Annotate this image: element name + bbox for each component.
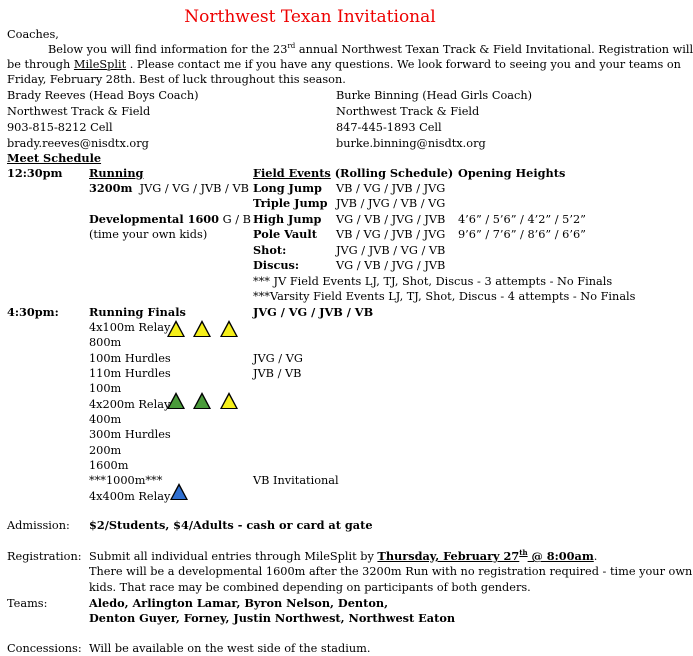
girls-coach-school: Northwest Track & Field [336, 105, 480, 118]
time-1230: 12:30pm [7, 166, 63, 180]
final-event: ***1000m*** [89, 474, 163, 487]
field-event-name: Triple Jump [253, 196, 328, 210]
event-3200m: 3200m JVG / VG / JVB / VB [89, 181, 249, 195]
field-events-heading: Field Events (Rolling Schedule) [253, 166, 454, 180]
teams-line-2: Denton Guyer, Forney, Justin Northwest, Northwest Eaton [89, 611, 456, 625]
field-event-order: VG / VB / JVG / JVB [336, 213, 446, 226]
final-event: 4x200m Relay [89, 398, 171, 411]
meet-schedule-heading: Meet Schedule [7, 151, 102, 165]
final-event: 1600m [89, 459, 129, 472]
final-event: 110m Hurdles [89, 367, 171, 380]
green-triangle-icon [193, 392, 211, 409]
admission-value: $2/Students, $4/Adults - cash or card at gate [89, 518, 373, 532]
final-event: 400m [89, 413, 122, 426]
green-triangle-icon [167, 392, 185, 409]
boys-coach-email[interactable]: brady.reeves@nisdtx.org [7, 137, 149, 150]
registration-line-1: Submit all individual entries through MileSplit by Thursday, February 27th @ 8:00am. [89, 548, 598, 563]
final-event: 200m [89, 444, 122, 457]
field-event-heights: 9’6” / 7’6” / 8’6” / 6’6” [458, 228, 586, 241]
milesplit-link[interactable]: MileSplit [73, 58, 127, 71]
yellow-triangle-icon [220, 320, 238, 337]
field-event-name: Long Jump [253, 181, 322, 195]
girls-coach-name: Burke Binning (Head Girls Coach) [336, 89, 533, 102]
intro-line-3: Friday, February 28th. Best of luck throughout this season. [7, 73, 346, 86]
final-event: 800m [89, 336, 122, 349]
event-dev-1600: Developmental 1600 G / B [89, 212, 251, 226]
registration-line-2: There will be a developmental 1600m after the 3200m Run with no registration required - time your own [89, 565, 693, 578]
final-event: 300m Hurdles [89, 428, 171, 441]
final-event-note: VB Invitational [253, 474, 339, 487]
boys-coach-phone: 903-815-8212 Cell [7, 121, 113, 134]
field-event-order: VB / VG / JVB / JVG [336, 182, 446, 195]
yellow-triangle-icon [167, 320, 185, 337]
concessions-value: Will be available on the west side of the stadium. [89, 642, 371, 655]
time-430: 4:30pm: [7, 305, 59, 319]
final-event: 4x400m Relay [89, 490, 171, 503]
girls-coach-phone: 847-445-1893 Cell [336, 121, 442, 134]
girls-coach-email[interactable]: burke.binning@nisdtx.org [336, 137, 486, 150]
field-event-order: JVB / JVG / VB / VG [336, 197, 446, 210]
boys-coach-name: Brady Reeves (Head Boys Coach) [7, 89, 199, 102]
final-event: 100m [89, 382, 122, 395]
jv-field-note: *** JV Field Events LJ, TJ, Shot, Discus - 3 attempts - No Finals [253, 275, 613, 288]
final-event: 4x100m Relay [89, 321, 171, 334]
field-event-order: JVG / JVB / VG / VB [336, 244, 446, 257]
registration-line-3: kids. That race may be combined depending on participants of both genders. [89, 581, 531, 594]
yellow-triangle-icon [193, 320, 211, 337]
finals-order: JVG / VG / JVB / VB [253, 305, 374, 319]
field-event-heights: 4’6” / 5’6” / 4’2” / 5’2” [458, 213, 586, 226]
field-event-order: VG / VB / JVG / JVB [336, 259, 446, 272]
field-event-name: Pole Vault [253, 227, 317, 241]
intro-line-2: be through MileSplit . Please contact me if you have any questions. We look forward to seeing you and your teams on [7, 58, 681, 71]
teams-label: Teams: [7, 597, 48, 610]
blue-triangle-icon [170, 483, 188, 500]
field-event-order: VB / VG / JVB / JVG [336, 228, 446, 241]
registration-label: Registration: [7, 550, 82, 563]
opening-heights-heading: Opening Heights [458, 166, 566, 180]
boys-coach-school: Northwest Track & Field [7, 105, 151, 118]
field-event-name: Discus: [253, 258, 300, 272]
yellow-triangle-icon [220, 392, 238, 409]
greeting: Coaches, [7, 28, 59, 41]
running-heading: Running [89, 166, 144, 180]
admission-label: Admission: [7, 519, 70, 532]
final-event-note: JVG / VG [253, 352, 303, 365]
final-event-note: JVB / VB [253, 367, 302, 380]
concessions-label: Concessions: [7, 642, 82, 655]
field-event-name: High Jump [253, 212, 322, 226]
teams-line-1: Aledo, Arlington Lamar, Byron Nelson, Denton, [89, 596, 389, 610]
varsity-field-note: ***Varsity Field Events LJ, TJ, Shot, Discus - 4 attempts - No Finals [253, 290, 636, 303]
final-event: 100m Hurdles [89, 352, 171, 365]
running-finals-heading: Running Finals [89, 305, 186, 319]
field-event-name: Shot: [253, 243, 287, 257]
page-title: Northwest Texan Invitational [184, 7, 436, 27]
intro-line-1: Below you will find information for the 23rd annual Northwest Texan Track & Field Invitational. Registration will [48, 42, 693, 56]
dev-1600-note: (time your own kids) [89, 228, 208, 241]
